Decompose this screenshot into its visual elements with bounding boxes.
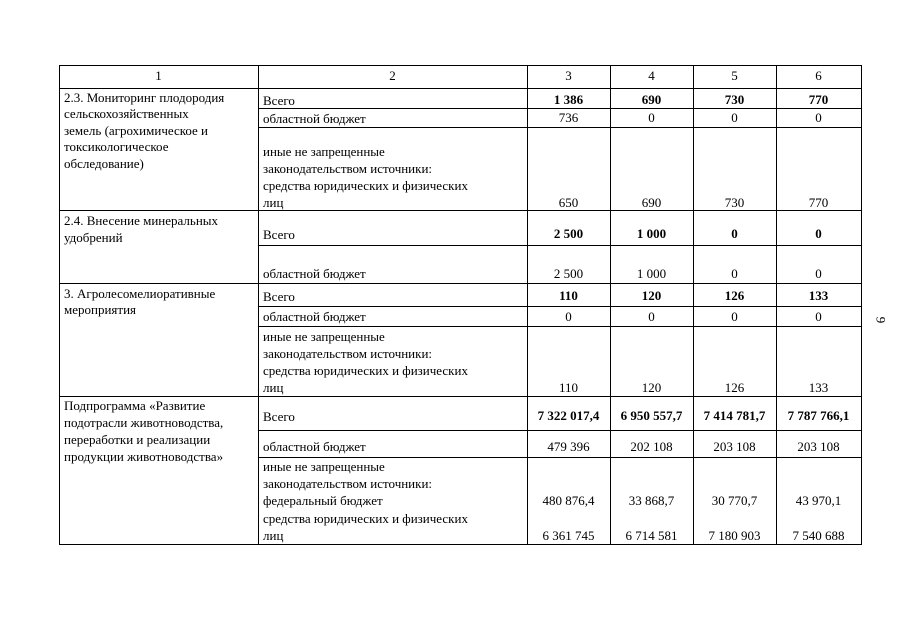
sub-label: иные не запрещенные (263, 144, 385, 159)
row-title-line: Подпрограмма «Развитие (64, 398, 206, 413)
value-cell: 2 500 (553, 226, 584, 241)
sub-label: средства юридических и физических (263, 363, 468, 378)
value-cell: 126 (724, 288, 745, 303)
row-title-line: 3. Агролесомелиоративные (64, 286, 216, 301)
header-col-5: 5 (731, 68, 738, 83)
header-col-6: 6 (815, 68, 822, 83)
value-cell: 203 108 (713, 439, 756, 454)
value-cell: 736 (558, 110, 579, 125)
value-cell: 120 (641, 288, 662, 303)
sub-label: Всего (263, 227, 295, 242)
value-cell: 2 500 (553, 266, 584, 281)
sub-label: Всего (263, 409, 295, 424)
row-title-line: 2.4. Внесение минеральных (64, 213, 219, 228)
value-cell: 126 (724, 380, 745, 395)
sub-label: федеральный бюджет (263, 493, 383, 508)
value-cell: 1 000 (636, 226, 667, 241)
row-title-line: обследование) (64, 156, 144, 171)
value-cell: 0 (731, 266, 738, 281)
value-cell: 650 (558, 195, 579, 210)
value-cell: 0 (731, 226, 738, 241)
sub-label: Всего (263, 289, 295, 304)
sub-label: законодательством источники: (263, 476, 433, 491)
value-cell: 770 (808, 92, 829, 107)
sub-label: лиц (263, 195, 284, 210)
value-cell: 0 (731, 309, 738, 324)
value-cell: 6 950 557,7 (620, 408, 683, 423)
value-cell: 690 (641, 92, 662, 107)
sub-label: средства юридических и физических (263, 511, 468, 526)
row-title-line: 2.3. Мониторинг плодородия (64, 90, 225, 105)
value-cell: 0 (815, 110, 822, 125)
sub-label: областной бюджет (263, 309, 366, 324)
sub-label: областной бюджет (263, 111, 366, 126)
value-cell: 0 (815, 226, 822, 241)
value-cell: 33 868,7 (628, 493, 675, 508)
value-cell: 7 540 688 (792, 528, 845, 543)
value-cell: 203 108 (797, 439, 840, 454)
sub-label: областной бюджет (263, 266, 366, 281)
sub-label: законодательством источники: (263, 161, 433, 176)
value-cell: 120 (641, 380, 662, 395)
value-cell: 1 000 (636, 266, 667, 281)
value-cell: 110 (559, 288, 578, 303)
value-cell: 133 (808, 288, 829, 303)
header-col-2: 2 (389, 68, 396, 83)
value-cell: 7 180 903 (708, 528, 761, 543)
value-cell: 0 (648, 309, 655, 324)
sub-label: областной бюджет (263, 439, 366, 454)
value-cell: 730 (724, 195, 745, 210)
row-title-line: подотрасли животноводства, (64, 415, 224, 430)
value-cell: 690 (641, 195, 662, 210)
value-cell: 133 (808, 380, 829, 395)
value-cell: 7 787 766,1 (787, 408, 850, 423)
row-title-line: токсикологическое (64, 139, 169, 154)
sub-label: иные не запрещенные (263, 329, 385, 344)
value-cell: 0 (648, 110, 655, 125)
value-cell: 480 876,4 (542, 493, 595, 508)
value-cell: 0 (815, 266, 822, 281)
header-col-4: 4 (648, 68, 655, 83)
row-title-line: земель (агрохимическое и (64, 123, 209, 138)
value-cell: 770 (808, 195, 829, 210)
sub-label: лиц (263, 528, 284, 543)
value-cell: 43 970,1 (795, 493, 842, 508)
value-cell: 30 770,7 (711, 493, 758, 508)
value-cell: 6 361 745 (542, 528, 595, 543)
page-number: 9 (872, 316, 888, 324)
sub-label: лиц (263, 380, 284, 395)
sub-label: Всего (263, 93, 295, 108)
value-cell: 1 386 (553, 92, 584, 107)
row-title-line: мероприятия (64, 302, 137, 317)
value-cell: 479 396 (547, 439, 590, 454)
value-cell: 0 (731, 110, 738, 125)
value-cell: 0 (815, 309, 822, 324)
header-col-3: 3 (565, 68, 572, 83)
sub-label: иные не запрещенные (263, 459, 385, 474)
header-col-1: 1 (155, 68, 162, 83)
row-title-line: переработки и реализации (64, 432, 211, 447)
value-cell: 0 (565, 309, 572, 324)
value-cell: 7 414 781,7 (703, 408, 766, 423)
value-cell: 7 322 017,4 (537, 408, 600, 423)
value-cell: 730 (724, 92, 745, 107)
row-title-line: удобрений (64, 230, 123, 245)
value-cell: 202 108 (630, 439, 673, 454)
sub-label: средства юридических и физических (263, 178, 468, 193)
sub-label: законодательством источники: (263, 346, 433, 361)
value-cell: 6 714 581 (625, 528, 678, 543)
value-cell: 110 (558, 380, 579, 395)
row-title-line: сельскохозяйственных (64, 106, 189, 121)
row-title-line: продукции животноводства» (64, 449, 224, 464)
